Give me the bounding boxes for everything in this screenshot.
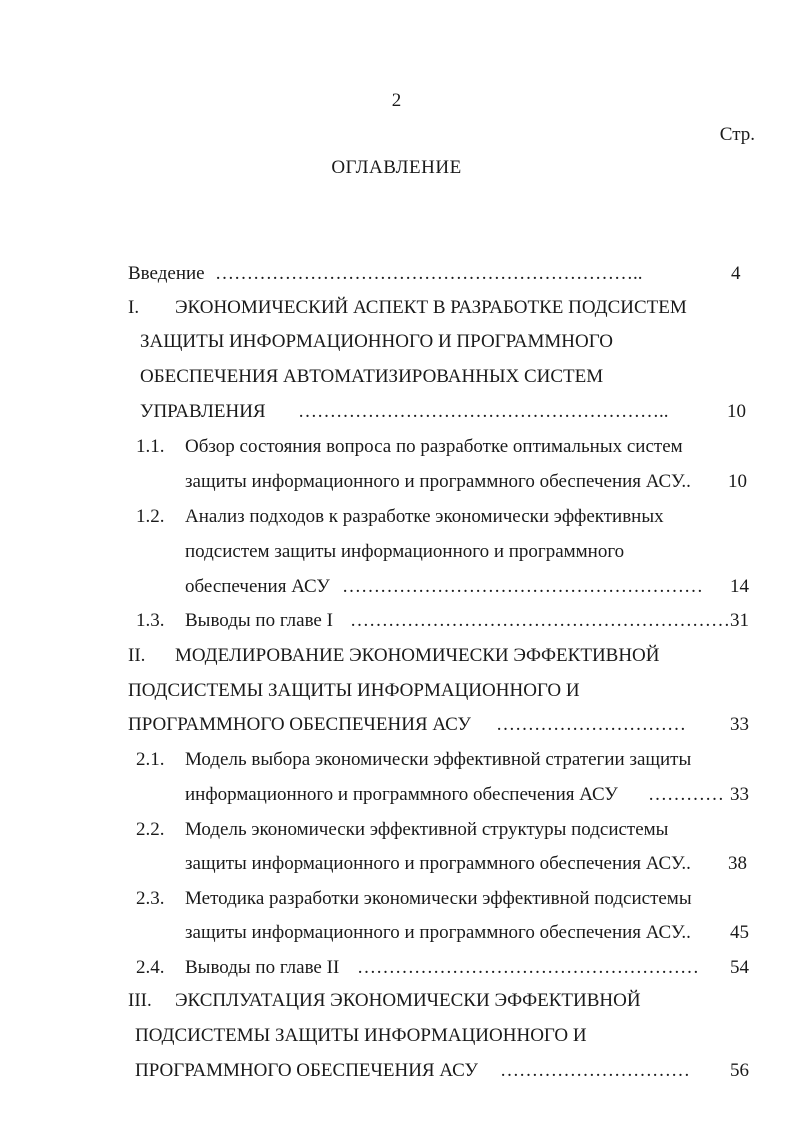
section-title-line: Модель выбора экономически эффективной стратегии защиты [185,749,692,770]
toc-leader-dots: ………………………………………………….. [298,401,669,422]
toc-leader-dots: ……………………………………………… [357,957,699,978]
section-title-line: Анализ подходов к разработке экономически эффективных [185,506,664,527]
toc-leader-dots: ………………………… [496,714,686,735]
page-number: 2 [391,90,402,111]
section-title-line: Обзор состояния вопроса по разработке оптимальных систем [185,436,683,457]
pages-column-label: Стр. [719,124,755,145]
section-number: 2.1. [136,749,165,770]
section-number: 1.3. [136,610,165,631]
section-title-line: Методика разработки экономически эффективной подсистемы [185,888,692,909]
chapter-title-line: ОБЕСПЕЧЕНИЯ АВТОМАТИЗИРОВАННЫХ СИСТЕМ [140,366,604,387]
chapter-number: II. [128,645,146,666]
section-number: 1.1. [136,436,165,457]
toc-page-number: 56 [730,1060,749,1081]
section-number: 2.4. [136,957,165,978]
toc-page-number: 31 [730,610,749,631]
section-title-line: Модель экономически эффективной структуры подсистемы [185,819,669,840]
chapter-title-line: ПОДСИСТЕМЫ ЗАЩИТЫ ИНФОРМАЦИОННОГО И [128,680,580,701]
chapter-title-line: ЭКОНОМИЧЕСКИЙ АСПЕКТ В РАЗРАБОТКЕ ПОДСИСТЕМ [175,297,687,318]
section-title-line: защиты информационного и программного обеспечения АСУ.. [185,471,691,492]
chapter-title-line: ПОДСИСТЕМЫ ЗАЩИТЫ ИНФОРМАЦИОННОГО И [135,1025,587,1046]
toc-page-number: 33 [730,714,749,735]
toc-leader-dots: ………………………………………………… [342,576,703,597]
section-title-line: защиты информационного и программного обеспечения АСУ.. [185,853,691,874]
toc-page-number: 38 [728,853,747,874]
section-number: 2.2. [136,819,165,840]
section-title-line: подсистем защиты информационного и программного [185,541,625,562]
section-number: 2.3. [136,888,165,909]
toc-leader-dots: …………………………………………………… [350,610,730,631]
toc-page-number: 45 [730,922,749,943]
chapter-title-line: ЗАЩИТЫ ИНФОРМАЦИОННОГО И ПРОГРАММНОГО [140,331,613,352]
toc-page-number: 10 [728,471,747,492]
toc-title: ОГЛАВЛЕНИЕ [331,157,462,178]
chapter-title-line: ПРОГРАММНОГО ОБЕСПЕЧЕНИЯ АСУ [128,714,472,735]
chapter-title-line: УПРАВЛЕНИЯ [140,401,266,422]
toc-page-number: 14 [730,576,749,597]
chapter-title-line: ЭКСПЛУАТАЦИЯ ЭКОНОМИЧЕСКИ ЭФФЕКТИВНОЙ [175,990,641,1011]
toc-leader-dots: ………………………… [500,1060,690,1081]
section-title: Выводы по главе I [185,610,333,631]
toc-page-number: 4 [731,263,741,284]
chapter-title-line: ПРОГРАММНОГО ОБЕСПЕЧЕНИЯ АСУ [135,1060,479,1081]
chapter-number: I. [128,297,140,318]
toc-page-number: 33 [730,784,749,805]
section-title-line: информационного и программного обеспечения АСУ [185,784,618,805]
toc-entry-text: Введение [128,263,205,284]
toc-page-number: 54 [730,957,749,978]
chapter-number: III. [128,990,152,1011]
toc-leader-dots: ………………………………………………………….. [215,263,643,284]
section-title-line: защиты информационного и программного обеспечения АСУ.. [185,922,691,943]
chapter-title-line: МОДЕЛИРОВАНИЕ ЭКОНОМИЧЕСКИ ЭФФЕКТИВНОЙ [175,645,660,666]
section-number: 1.2. [136,506,165,527]
section-title: Выводы по главе II [185,957,340,978]
toc-page-number: 10 [727,401,746,422]
section-title-line: обеспечения АСУ [185,576,330,597]
toc-leader-dots: ………… [648,784,724,805]
